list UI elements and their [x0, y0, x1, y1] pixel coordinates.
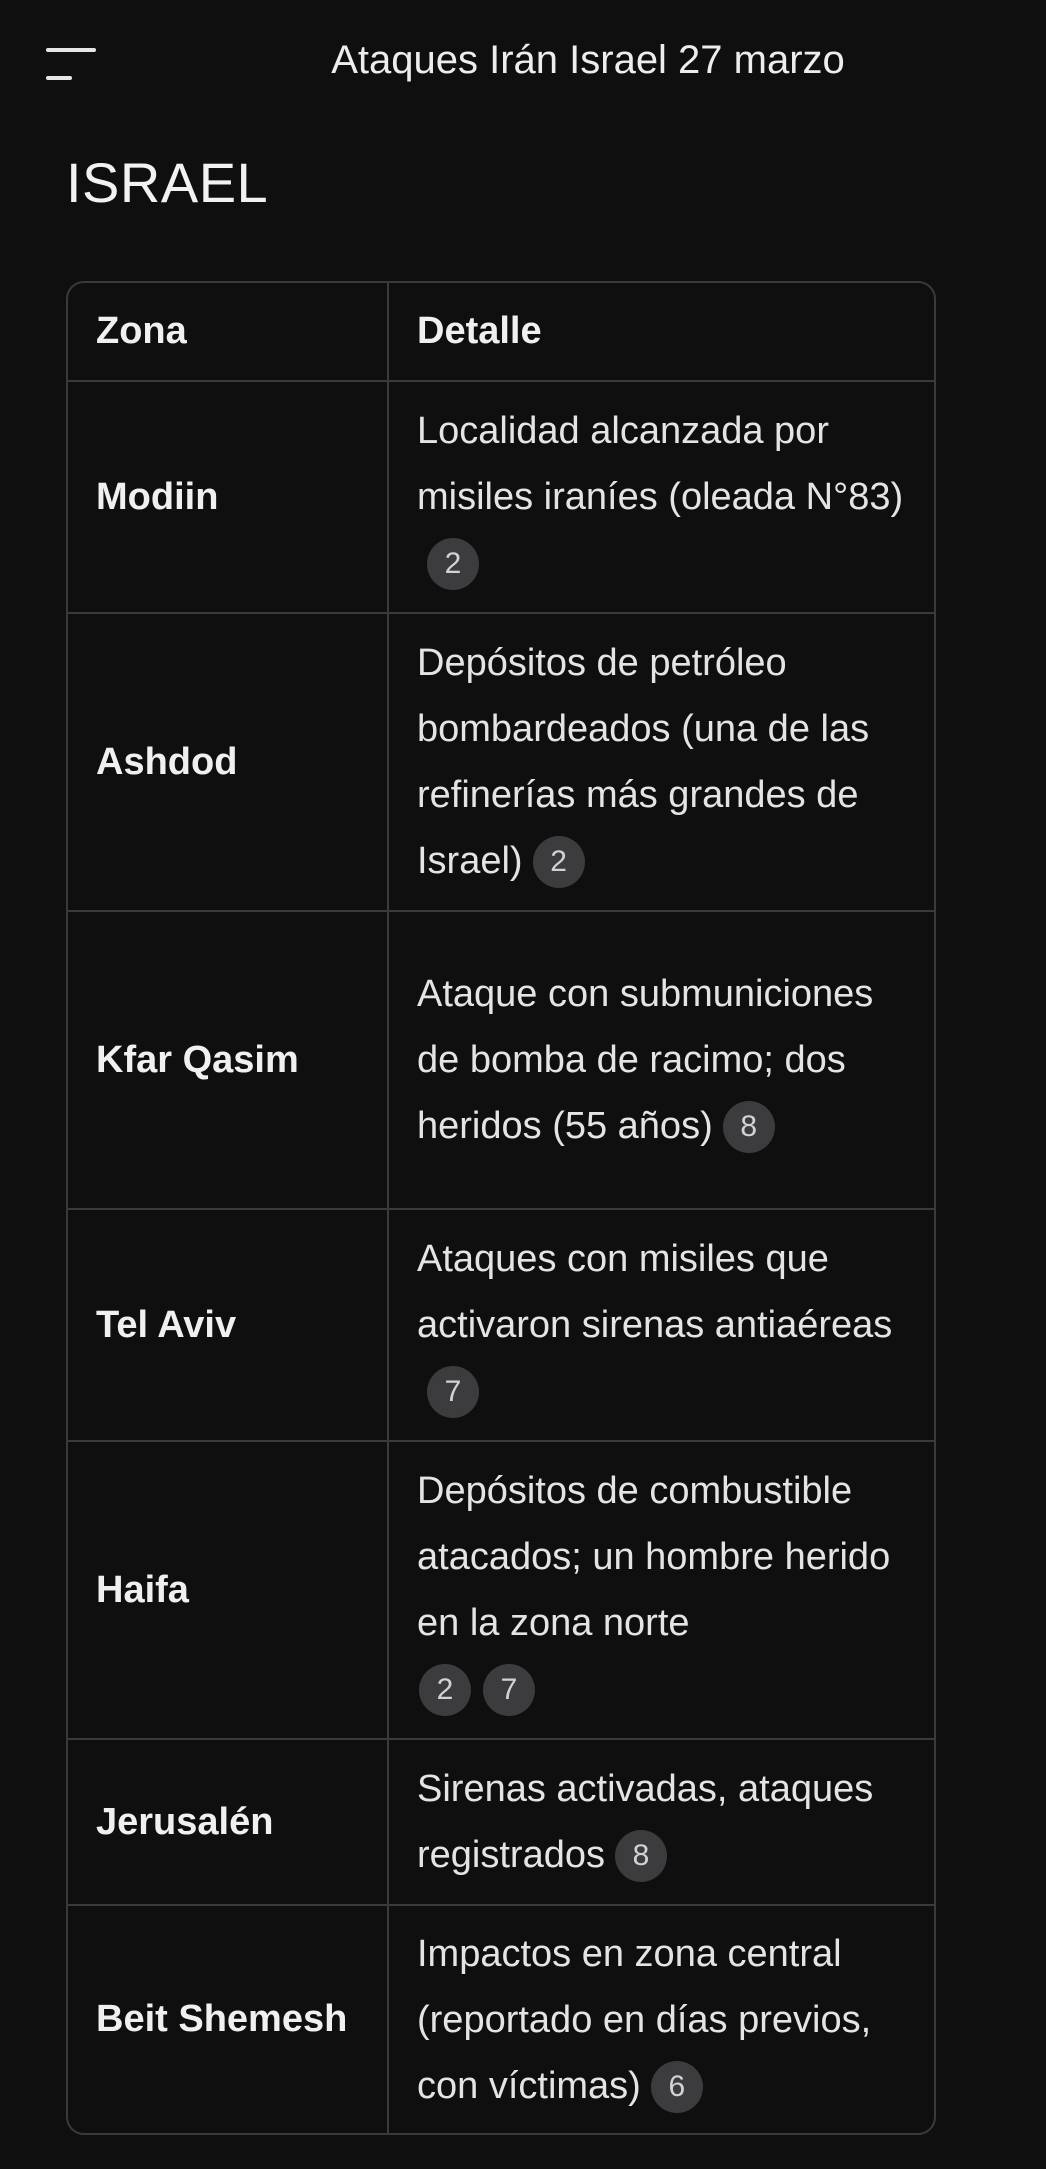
- zone-cell: Ashdod: [68, 613, 388, 911]
- table-row: [68, 1905, 934, 2133]
- zone-cell: Jerusalén: [68, 1739, 388, 1905]
- top-bar: [0, 0, 1046, 128]
- page-title: Ataques Irán Israel 27 marzo: [331, 38, 845, 82]
- citation-badge[interactable]: 6: [651, 2061, 703, 2113]
- attacks-table: [66, 281, 936, 2135]
- detail-cell: [388, 1905, 934, 2133]
- zone-cell: Haifa: [68, 1441, 388, 1739]
- detail-cell: [388, 1441, 934, 1739]
- detail-cell: [388, 381, 934, 613]
- citation-badge[interactable]: 2: [419, 1664, 471, 1716]
- detail-cell: [388, 1739, 934, 1905]
- column-header-zona: Zona: [68, 283, 388, 381]
- citation-badge[interactable]: 8: [723, 1101, 775, 1153]
- citation-badge[interactable]: 2: [533, 836, 585, 888]
- citation-badge[interactable]: 2: [427, 538, 479, 590]
- detail-cell: [388, 613, 934, 911]
- citation-badge[interactable]: 7: [483, 1664, 535, 1716]
- zone-cell: Tel Aviv: [68, 1209, 388, 1441]
- column-header-detalle: Detalle: [388, 283, 934, 381]
- citation-badges: [417, 1668, 535, 1710]
- detail-text: Localidad alcanzada por misiles iraníes (oleada N°83): [417, 410, 904, 518]
- zone-cell: Beit Shemesh: [68, 1905, 388, 2133]
- section-heading: ISRAEL: [66, 151, 269, 214]
- table-header-row: [68, 283, 934, 381]
- detail-cell: [388, 1209, 934, 1441]
- detail-text: Ataques con misiles que activaron sirenas antiaéreas: [417, 1238, 893, 1346]
- detail-text: Ataque con submuniciones de bomba de racimo; dos heridos (55 años): [417, 973, 874, 1147]
- table-row: [68, 1209, 934, 1441]
- detail-cell: [388, 911, 934, 1209]
- zone-cell: Kfar Qasim: [68, 911, 388, 1209]
- table-row: [68, 381, 934, 613]
- detail-text: Impactos en zona central (reportado en días previos, con víctimas): [417, 1932, 872, 2107]
- detail-text: Depósitos de combustible atacados; un hombre herido en la zona norte: [417, 1470, 891, 1644]
- detail-text: Sirenas activadas, ataques registrados: [417, 1768, 874, 1876]
- table-row: [68, 1441, 934, 1739]
- table-row: [68, 613, 934, 911]
- citation-badge[interactable]: 7: [427, 1366, 479, 1418]
- table-row: [68, 1739, 934, 1905]
- zone-cell: Modiin: [68, 381, 388, 613]
- table-row: [68, 911, 934, 1209]
- detail-text: Depósitos de petróleo bombardeados (una de las refinerías más grandes de Israel): [417, 642, 870, 882]
- citation-badge[interactable]: 8: [615, 1830, 667, 1882]
